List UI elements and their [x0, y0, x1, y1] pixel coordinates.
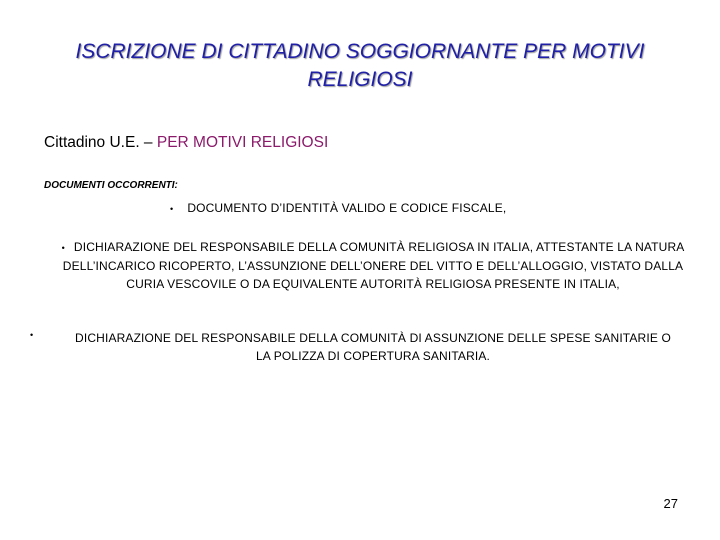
subtitle	[44, 133, 328, 153]
slide-title: ISCRIZIONE DI CITTADINO SOGGIORNANTE PER MOTIVI RELIGIOSI	[75, 40, 645, 91]
list-item-health-coverage	[66, 329, 680, 365]
list-item-text: DICHIARAZIONE DEL RESPONSABILE DELLA COMUNITÀ DI ASSUNZIONE DELLE SPESE SANITARIE O LA POLIZZA DI COPERTURA SANITARIA.	[75, 331, 671, 363]
bullet-icon: •	[61, 242, 65, 253]
bullet-icon: •	[30, 330, 34, 340]
subtitle-prefix: Cittadino U.E. –	[44, 134, 157, 151]
bullet-icon: •	[170, 203, 174, 214]
page-number: 27	[663, 496, 678, 511]
list-item-identity-document	[170, 199, 506, 218]
list-item-community-declaration	[60, 238, 686, 293]
list-item-text: DOCUMENTO D’IDENTITÀ VALIDO E CODICE FISCALE,	[187, 201, 507, 215]
list-item-text: DICHIARAZIONE DEL RESPONSABILE DELLA COMUNITÀ RELIGIOSA IN ITALIA, ATTESTANTE LA NATURA DELL’INCARICO RICOPERTO, L’ASSUNZIONE DELL’ONERE DEL VITTO E DELL’ALLOGGIO, VISTATO DALLA CURIA VESCOVILE O DA EQUIVALENTE AUTORITÀ RELIGIOSA PRESENTE IN ITALIA,	[62, 240, 685, 291]
documents-label: DOCUMENTI OCCORRENTI:	[44, 180, 178, 191]
subtitle-accent: PER MOTIVI RELIGIOSI	[156, 134, 329, 151]
